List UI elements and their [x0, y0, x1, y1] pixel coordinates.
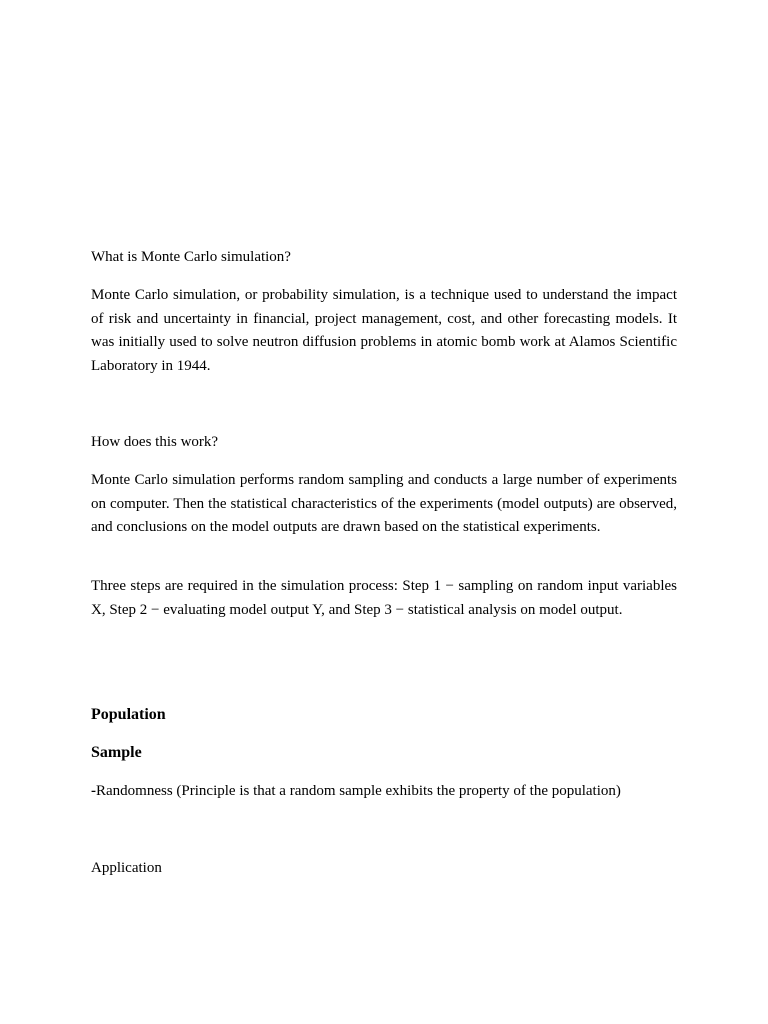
- paragraph-definition: Monte Carlo simulation, or probability simulation, is a technique used to understand the impact of risk and uncertainty in financial, project management, cost, and other forecasting models. It was initially used to solve neutron diffusion problems in atomic bomb work at Alamos Scientific Laboratory in 1944.: [91, 287, 677, 374]
- bullet-randomness: [91, 780, 731, 804]
- question-monte-carlo: What is Monte Carlo simulation?: [91, 249, 291, 265]
- paragraph-how-it-works: Monte Carlo simulation performs random sampling and conducts a large number of experiments on computer. Then the statistical characteristics of the experiments (model outputs) are observed, and conclusions on the model outputs are drawn based on the statistical experiments.: [91, 472, 677, 536]
- heading-application: Application: [91, 860, 162, 876]
- bullet-randomness-text: Randomness (Principle is that a random sample exhibits the property of the population): [96, 783, 621, 799]
- heading-sample: Sample: [91, 744, 142, 761]
- heading-population: Population: [91, 706, 166, 723]
- question-how-it-works: How does this work?: [91, 434, 219, 450]
- bullet-dash: -: [91, 783, 96, 799]
- paragraph-three-steps: Three steps are required in the simulation process: Step 1 − sampling on random input variables X, Step 2 − evaluating model output Y, and Step 3 − statistical analysis on model output.: [91, 578, 677, 618]
